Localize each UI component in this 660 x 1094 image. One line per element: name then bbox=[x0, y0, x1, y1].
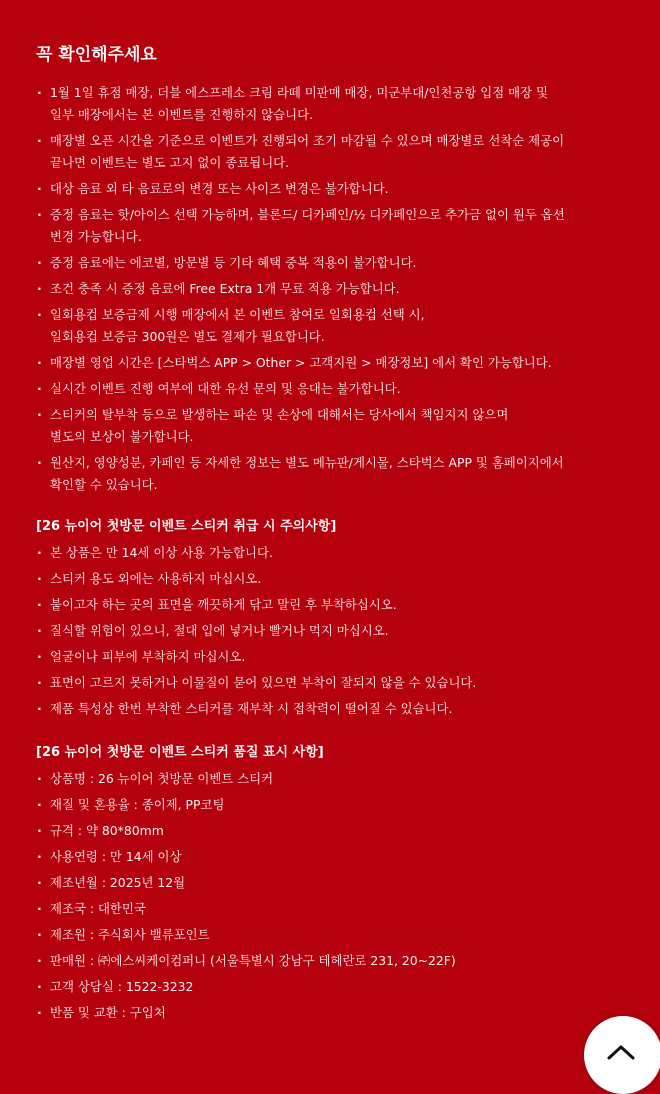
notice-heading: 꼭 확인해주세요 bbox=[36, 45, 157, 65]
notice-item-line: · 일회용컵 보증금제 시행 매장에서 본 이벤트 참여로 일회용컵 선택 시, bbox=[50, 307, 425, 322]
quality-item-text: · 판매원 : ㈜에스씨케이컴퍼니 (서울특별시 강남구 테헤란로 231, 20~22F) bbox=[50, 953, 456, 968]
notice-item bbox=[36, 278, 624, 300]
quality-section-title: [26 뉴이어 첫방문 이벤트 스티커 품질 표시 사항] bbox=[36, 745, 324, 760]
notice-item bbox=[36, 252, 624, 274]
notice-item-line: · 증정 음료에는 에코별, 방문별 등 기타 혜택 중복 적용이 불가합니다. bbox=[50, 255, 417, 270]
notice-item-line: 일회용컵 보증금 300원은 별도 결제가 필요합니다. bbox=[50, 329, 325, 344]
notice-item-line: 확인할 수 있습니다. bbox=[50, 477, 158, 492]
quality-item bbox=[36, 924, 624, 946]
quality-item-text: · 제조원 : 주식회사 밸류포인트 bbox=[50, 927, 210, 942]
quality-item bbox=[36, 976, 624, 998]
quality-item bbox=[36, 794, 624, 816]
quality-item-text: · 반품 및 교환 : 구입처 bbox=[50, 1005, 166, 1020]
quality-item bbox=[36, 1002, 624, 1024]
notice-item-line: · 대상 음료 외 타 음료로의 변경 또는 사이즈 변경은 불가합니다. bbox=[50, 181, 389, 196]
notice-item-line: · 매장별 오픈 시간을 기준으로 이벤트가 진행되어 조기 마감될 수 있으며 매장별로 선착순 제공이 bbox=[50, 133, 565, 148]
quality-item bbox=[36, 768, 624, 790]
caution-item-text: · 본 상품은 만 14세 이상 사용 가능합니다. bbox=[50, 545, 273, 560]
caution-item bbox=[36, 646, 624, 668]
caution-item-text: · 제품 특성상 한번 부착한 스티커를 재부착 시 접착력이 떨어질 수 있습니다. bbox=[50, 701, 453, 716]
notice-item-line: 별도의 보상이 불가합니다. bbox=[50, 429, 194, 444]
caution-item bbox=[36, 698, 624, 720]
notice-item-line: · 실시간 이벤트 진행 여부에 대한 유선 문의 및 응대는 불가합니다. bbox=[50, 381, 401, 396]
notice-item bbox=[36, 404, 624, 448]
caution-section-title: [26 뉴이어 첫방문 이벤트 스티커 취급 시 주의사항] bbox=[36, 519, 337, 534]
notice-item bbox=[36, 304, 624, 348]
notice-list bbox=[36, 82, 624, 496]
notice-item-line: · 1월 1일 휴점 매장, 더블 에스프레소 크림 라떼 미판매 매장, 미군부대/인천공항 입점 매장 및 bbox=[50, 85, 548, 100]
caution-item-text: · 붙이고자 하는 곳의 표면을 깨끗하게 닦고 말린 후 부착하십시오. bbox=[50, 597, 397, 612]
quality-item-text: · 규격 : 약 80*80mm bbox=[50, 823, 164, 838]
chevron-up-icon bbox=[606, 1043, 636, 1061]
caution-item bbox=[36, 672, 624, 694]
notice-item-line: 끝나면 이벤트는 별도 고지 없이 종료됩니다. bbox=[50, 155, 290, 170]
quality-item-text: · 재질 및 혼용율 : 종이제, PP코팅 bbox=[50, 797, 225, 812]
notice-item-line: · 조건 충족 시 증정 음료에 Free Extra 1개 무료 적용 가능합니다. bbox=[50, 281, 400, 296]
caution-item bbox=[36, 594, 624, 616]
caution-item-text: · 질식할 위험이 있으니, 절대 입에 넣거나 빨거나 먹지 마십시오. bbox=[50, 623, 389, 638]
notice-item-line: · 원산지, 영양성분, 카페인 등 자세한 정보는 별도 메뉴판/게시물, 스타벅스 APP 및 홈페이지에서 bbox=[50, 455, 564, 470]
caution-item-text: · 스티커 용도 외에는 사용하지 마십시오. bbox=[50, 571, 262, 586]
quality-item-text: · 제조국 : 대한민국 bbox=[50, 901, 146, 916]
caution-list bbox=[36, 542, 624, 720]
notice-item bbox=[36, 204, 624, 248]
quality-item-text: · 상품명 : 26 뉴이어 첫방문 이벤트 스티커 bbox=[50, 771, 274, 786]
notice-item-line: 변경 가능합니다. bbox=[50, 229, 142, 244]
quality-list bbox=[36, 768, 624, 1024]
caution-item bbox=[36, 542, 624, 564]
caution-item-text: · 얼굴이나 피부에 부착하지 마십시오. bbox=[50, 649, 246, 664]
notice-item bbox=[36, 130, 624, 174]
notice-item bbox=[36, 352, 624, 374]
quality-item bbox=[36, 820, 624, 842]
notice-item bbox=[36, 178, 624, 200]
notice-item-line: · 매장별 영업 시간은 [스타벅스 APP > Other > 고객지원 > 매장정보] 에서 확인 가능합니다. bbox=[50, 355, 552, 370]
quality-item bbox=[36, 950, 624, 972]
notice-item bbox=[36, 378, 624, 400]
quality-item-text: · 사용연령 : 만 14세 이상 bbox=[50, 849, 182, 864]
notice-item-line: · 증정 음료는 핫/아이스 선택 가능하며, 블론드/ 디카페인/½ 디카페인으로 추가금 없이 원두 옵션 bbox=[50, 207, 565, 222]
quality-item bbox=[36, 872, 624, 894]
quality-item-text: · 고객 상담실 : 1522-3232 bbox=[50, 979, 194, 994]
quality-item bbox=[36, 846, 624, 868]
caution-item bbox=[36, 568, 624, 590]
quality-item bbox=[36, 898, 624, 920]
notice-item bbox=[36, 452, 624, 496]
notice-item-line: · 스티커의 탈부착 등으로 발생하는 파손 및 손상에 대해서는 당사에서 책임지지 않으며 bbox=[50, 407, 509, 422]
caution-item bbox=[36, 620, 624, 642]
caution-item-text: · 표면이 고르지 못하거나 이물질이 묻어 있으면 부착이 잘되지 않을 수 있습니다. bbox=[50, 675, 477, 690]
quality-item-text: · 제조년월 : 2025년 12월 bbox=[50, 875, 186, 890]
scroll-to-top-button[interactable] bbox=[584, 1016, 660, 1094]
notice-item-line: 일부 매장에서는 본 이벤트를 진행하지 않습니다. bbox=[50, 107, 314, 122]
notice-item bbox=[36, 82, 624, 126]
